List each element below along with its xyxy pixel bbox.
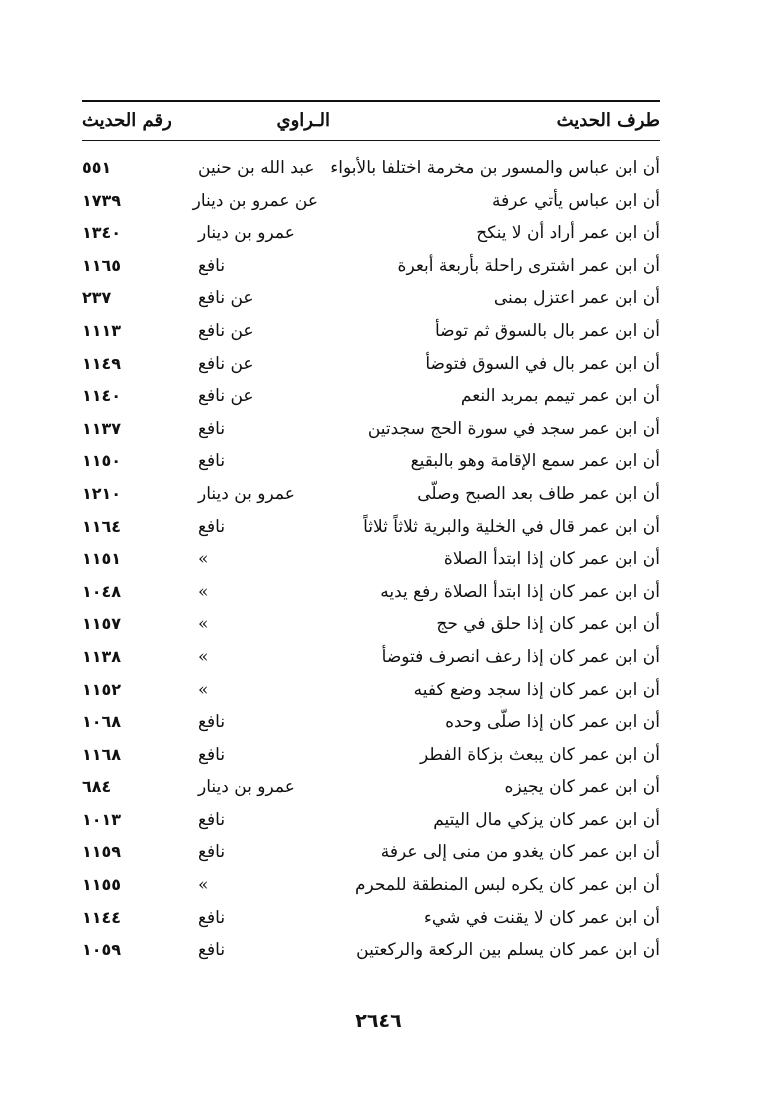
hadith-number: ١١٦٨ (82, 744, 122, 764)
narrator: عن عمرو بن دينار (192, 190, 318, 211)
narrator: » (198, 549, 209, 570)
header-hadith-number: رقم الحديث (82, 110, 172, 131)
table-row (82, 417, 660, 450)
narrator: عبد الله بن حنين (198, 158, 315, 178)
table-row (82, 449, 660, 482)
hadith-text: أن ابن عمر كان إذا حلق في حج (436, 614, 660, 635)
hadith-number: ١١٤٩ (82, 353, 122, 373)
header-hadith-text: طرف الحديث (556, 110, 660, 131)
table-row (82, 156, 660, 189)
hadith-number: ١١٥٢ (82, 679, 122, 699)
narrator: عن نافع (198, 353, 254, 374)
narrator: عن نافع (198, 288, 254, 309)
hadith-number: ١٧٣٩ (82, 190, 122, 210)
narrator: نافع (198, 516, 226, 537)
header-narrator: الـراوي (276, 110, 330, 131)
hadith-text: أن ابن عمر كان يكره لبس المنطقة للمحرم (355, 875, 660, 896)
narrator: عن نافع (198, 320, 254, 341)
narrator: نافع (198, 418, 226, 439)
hadith-text: أن ابن عمر تيمم بمربد النعم (460, 386, 660, 407)
table-row (82, 221, 660, 254)
narrator: عن نافع (198, 386, 254, 407)
table-row (82, 938, 660, 971)
hadith-text: أن ابن عمر كان يسلم بين الركعة والركعتين (356, 940, 660, 961)
hadith-text: أن ابن عمر سمع الإقامة وهو بالبقيع (410, 451, 660, 472)
hadith-text: أن ابن عمر بال في السوق فتوضأ (425, 353, 660, 374)
hadith-text: أن ابن عمر كان يزكي مال اليتيم (433, 809, 660, 830)
hadith-number: ١١١٣ (82, 320, 122, 340)
page-number: ٢٦٤٦ (355, 1010, 402, 1032)
narrator: عمرو بن دينار (198, 223, 295, 244)
hadith-text: أن ابن عمر كان يجيزه (504, 777, 660, 798)
hadith-text: أن ابن عمر كان يغدو من منى إلى عرفة (380, 842, 660, 863)
table-row (82, 743, 660, 776)
table-row (82, 808, 660, 841)
hadith-text: أن ابن عباس والمسور بن مخرمة اختلفا بالأبواء (330, 158, 660, 178)
narrator: نافع (198, 712, 226, 733)
hadith-text: أن ابن عمر أراد أن لا ينكح (476, 223, 660, 244)
narrator: نافع (198, 907, 226, 928)
table-row (82, 319, 660, 352)
narrator: عمرو بن دينار (198, 777, 295, 798)
narrator: نافع (198, 842, 226, 863)
hadith-number: ١١٤٤ (82, 907, 122, 927)
table-header (82, 108, 660, 138)
hadith-number: ١١٤٠ (82, 386, 122, 406)
table-row (82, 678, 660, 711)
table-row (82, 547, 660, 580)
table-row (82, 515, 660, 548)
narrator: عمرو بن دينار (198, 483, 295, 504)
narrator: نافع (198, 744, 226, 765)
narrator: » (198, 614, 209, 635)
hadith-text: أن ابن عمر كان يبعث بزكاة الفطر (419, 744, 660, 765)
hadith-number: ١٣٤٠ (82, 223, 122, 243)
hadith-text: أن ابن عمر سجد في سورة الحج سجدتين (367, 418, 660, 439)
hadith-text: أن ابن عمر اشترى راحلة بأربعة أبعرة (397, 255, 660, 276)
table-row (82, 384, 660, 417)
hadith-number: ١١٥٥ (82, 875, 122, 895)
hadith-number: ١٠٤٨ (82, 581, 122, 601)
hadith-text: أن ابن عباس يأتي عرفة (492, 190, 660, 211)
hadith-text: أن ابن عمر كان إذا صلّى وحده (445, 712, 660, 733)
narrator: » (198, 646, 209, 667)
table-row (82, 352, 660, 385)
hadith-number: ١٢١٠ (82, 483, 122, 503)
hadith-number: ١١٥١ (82, 549, 122, 569)
hadith-number: ٥٥١ (82, 158, 112, 177)
table-row (82, 286, 660, 319)
hadith-text: أن ابن عمر كان إذا ابتدأ الصلاة رفع يديه (380, 581, 660, 602)
hadith-number: ٢٣٧ (82, 288, 112, 308)
table-row (82, 775, 660, 808)
hadith-number: ٦٨٤ (82, 777, 112, 797)
hadith-number: ١٠١٣ (82, 809, 122, 829)
hadith-text: أن ابن عمر قال في الخلية والبرية ثلاثاً ثلاثاً (363, 516, 660, 537)
table-row (82, 873, 660, 906)
table-row (82, 189, 660, 222)
hadith-text: أن ابن عمر كان إذا سجد وضع كفيه (413, 679, 660, 700)
hadith-number: ١١٦٥ (82, 255, 122, 275)
hadith-text: أن ابن عمر كان إذا رعف انصرف فتوضأ (381, 646, 660, 667)
table-row (82, 254, 660, 287)
table-row (82, 645, 660, 678)
table-row (82, 612, 660, 645)
hadith-number: ١١٣٧ (82, 418, 122, 438)
hadith-text: أن ابن عمر اعتزل بمنى (493, 288, 660, 309)
hadith-number: ١١٦٤ (82, 516, 122, 536)
narrator: نافع (198, 809, 226, 830)
hadith-text: أن ابن عمر طاف بعد الصبح وصلّى (417, 483, 660, 504)
narrator: » (198, 679, 209, 700)
top-rule (82, 100, 660, 102)
table-row (82, 710, 660, 743)
narrator: نافع (198, 451, 226, 472)
hadith-number: ١٠٦٨ (82, 712, 122, 732)
header-rule (82, 140, 660, 141)
narrator: » (198, 875, 209, 896)
hadith-text: أن ابن عمر كان إذا ابتدأ الصلاة (443, 549, 660, 570)
table-row (82, 906, 660, 939)
hadith-number: ١٠٥٩ (82, 940, 122, 960)
table-row (82, 840, 660, 873)
narrator: نافع (198, 255, 226, 276)
table-row (82, 580, 660, 613)
table-row (82, 482, 660, 515)
hadith-number: ١١٣٨ (82, 646, 122, 666)
hadith-text: أن ابن عمر كان لا يقنت في شيء (423, 907, 660, 928)
hadith-number: ١١٥٠ (82, 451, 122, 471)
hadith-number: ١١٥٧ (82, 614, 122, 634)
narrator: » (198, 581, 209, 602)
narrator: نافع (198, 940, 226, 961)
hadith-number: ١١٥٩ (82, 842, 122, 862)
index-rows (82, 156, 660, 971)
hadith-text: أن ابن عمر بال بالسوق ثم توضأ (434, 320, 660, 341)
